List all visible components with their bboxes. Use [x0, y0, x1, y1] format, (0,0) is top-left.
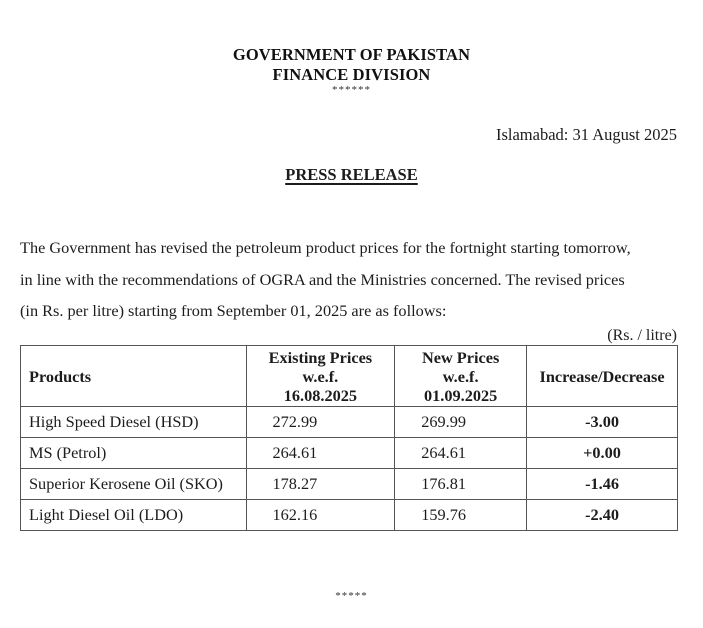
- footer-separator: *****: [335, 590, 368, 602]
- body-line: in line with the recommendations of OGRA and the Ministries concerned. The revised prices: [20, 269, 625, 289]
- header-new-line: 01.09.2025: [424, 385, 498, 405]
- existing-price: 272.99: [246, 407, 395, 438]
- body-line: (in Rs. per litre) starting from September 01, 2025 are as follows:: [20, 301, 447, 320]
- existing-price: 178.27: [246, 469, 395, 500]
- table-row: [21, 438, 678, 469]
- price-change: -3.00: [527, 407, 678, 438]
- product-name: High Speed Diesel (HSD): [21, 407, 247, 438]
- product-name: Superior Kerosene Oil (SKO): [21, 469, 247, 500]
- table-row: [21, 469, 678, 500]
- header-new-prices: [395, 346, 527, 407]
- price-change: -1.46: [527, 469, 678, 500]
- division-title: FINANCE DIVISION: [272, 65, 431, 84]
- table-header-row: [21, 346, 678, 407]
- header-existing-line: Existing Prices: [268, 347, 373, 367]
- new-price: 176.81: [395, 469, 527, 500]
- header-new-line: New Prices: [422, 347, 500, 367]
- new-price: 264.61: [395, 438, 527, 469]
- header-existing-line: 16.08.2025: [283, 385, 357, 405]
- header-existing-prices: [246, 346, 395, 407]
- existing-price: 264.61: [246, 438, 395, 469]
- new-price: 269.99: [395, 407, 527, 438]
- product-name: MS (Petrol): [21, 438, 247, 469]
- header-change: Increase/Decrease: [527, 346, 678, 407]
- header-new-line: w.e.f.: [442, 366, 479, 386]
- price-table: [20, 345, 678, 531]
- table-row: [21, 407, 678, 438]
- product-name: Light Diesel Oil (LDO): [21, 500, 247, 531]
- price-change: +0.00: [527, 438, 678, 469]
- body-line: The Government has revised the petroleum product prices for the fortnight starting tomorrow,: [20, 238, 631, 257]
- government-title: GOVERNMENT OF PAKISTAN: [232, 45, 471, 64]
- body-paragraph: [20, 232, 685, 327]
- header-separator: ******: [332, 84, 371, 96]
- press-release-label: PRESS RELEASE: [285, 165, 418, 184]
- header-products: Products: [21, 346, 247, 407]
- existing-price: 162.16: [246, 500, 395, 531]
- header-existing-line: w.e.f.: [302, 366, 339, 386]
- dateline: Islamabad: 31 August 2025: [495, 125, 677, 144]
- new-price: 159.76: [395, 500, 527, 531]
- press-release-heading: [0, 165, 703, 185]
- table-row: [21, 500, 678, 531]
- unit-note: (Rs. / litre): [607, 327, 677, 344]
- price-change: -2.40: [527, 500, 678, 531]
